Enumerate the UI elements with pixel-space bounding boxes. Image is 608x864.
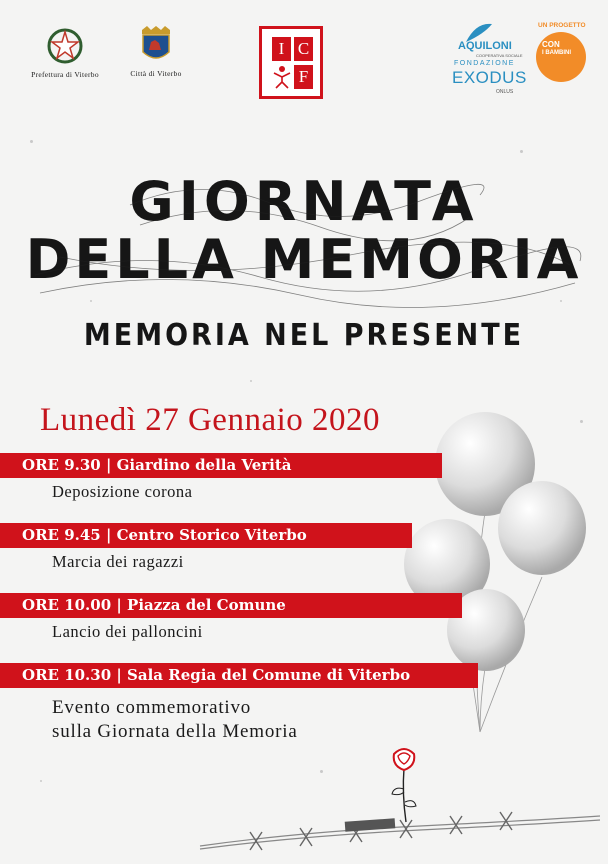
italian-emblem-icon	[45, 26, 85, 66]
aquiloni-label: AQUILONI	[458, 40, 512, 52]
texture-speck	[40, 780, 42, 782]
event-heading-1: ORE 9.30 | Giardino della Verità	[0, 453, 442, 478]
event-heading-4: ORE 10.30 | Sala Regia del Comune di Viterbo	[0, 663, 478, 688]
texture-speck	[520, 150, 523, 153]
subtitle: MEMORIA NEL PRESENTE	[83, 318, 525, 353]
bambini-label: I BAMBINI	[542, 50, 571, 56]
citta-caption: Città di Viterbo	[130, 69, 182, 78]
event-date: Lunedì 27 Gennaio 2020	[40, 402, 381, 438]
citta-viterbo-logo	[116, 24, 196, 78]
prefettura-caption: Prefettura di Viterbo	[31, 70, 99, 79]
aquiloni-sub-label: COOPERATIVA SOCIALE	[476, 53, 523, 58]
exodus-label: EXODUS	[452, 68, 527, 87]
title-line-1: GIORNATA	[129, 170, 479, 233]
icf-figure-icon	[272, 65, 292, 89]
fondazione-label: FONDAZIONE	[454, 60, 515, 67]
barbed-wire-icon	[0, 794, 608, 864]
texture-speck	[30, 140, 33, 143]
event-detail-3: Lancio dei palloncini	[52, 622, 203, 641]
prefettura-logo	[22, 26, 108, 79]
con-i-bambini-logo	[532, 22, 592, 98]
event-heading-2: ORE 9.45 | Centro Storico Viterbo	[0, 523, 412, 548]
icf-letter-i: I	[272, 37, 291, 61]
scribble-decoration	[0, 165, 608, 315]
event-detail-4-line-2: sulla Giornata della Memoria	[52, 721, 298, 742]
texture-speck	[250, 380, 252, 382]
event-detail-4-line-1: Evento commemorativo	[52, 697, 252, 718]
city-crest-icon	[139, 24, 173, 66]
orange-circle-icon	[536, 32, 586, 82]
exodus-sub-label: ONLUS	[496, 89, 514, 95]
event-heading-3: ORE 10.00 | Piazza del Comune	[0, 593, 462, 618]
texture-speck	[320, 770, 323, 773]
title-line-2: DELLA MEMORIA	[25, 228, 583, 291]
event-detail-2: Marcia dei ragazzi	[52, 552, 184, 571]
aquiloni-exodus-logo	[444, 20, 534, 100]
icf-letter-c: C	[294, 37, 313, 61]
event-detail-1: Deposizione corona	[52, 482, 193, 501]
progetto-label: UN PROGETTO	[538, 22, 586, 29]
con-label: CON	[542, 40, 560, 49]
icf-letter-f: F	[294, 65, 313, 89]
icf-logo	[259, 26, 323, 99]
